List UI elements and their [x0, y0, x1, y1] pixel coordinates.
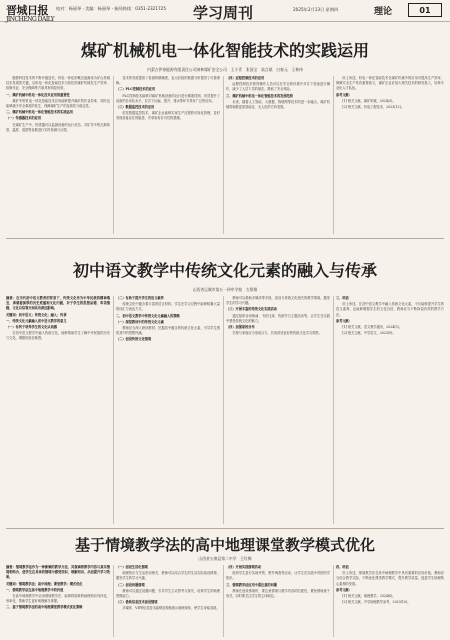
paragraph: 一、情境教学法在高中地理教学中的价值 — [6, 587, 64, 592]
paragraph: [1] 相关文献，地理教学，2024(6)。 — [342, 594, 396, 599]
paragraph: 二、初中语文教学中传统文化元素融入的策略 — [116, 313, 180, 318]
paragraph: 参考文献： — [336, 587, 352, 592]
paragraph: 一、传统文化元素融入初中语文教学的意义 — [6, 318, 67, 323]
paragraph: 未来，随着人工智能、大数据、物联网等技术的进一步融合，煤矿机械将朝着更加智能化、无人化的方向发展。 — [226, 99, 330, 110]
paragraph: 在高中地理教学中运用情境教学法，能够将抽象的地理知识具体化、形象化，帮助学生更好地理解与掌握。 — [6, 594, 110, 604]
paragraph: （三）开展丰富的传统文化实践活动 — [226, 307, 277, 312]
column-divider — [223, 296, 224, 524]
paragraph: 在初中语文教学中融入传统文化，能够帮助学生了解中华民族的历史与文化，增强民族自豪感。 — [6, 331, 110, 341]
paragraph: PLC控制技术能够对煤矿机械设备的运行进行精准控制，有效提升了设备的自动化水平，在井下运输、提升、排水等环节具有广泛的应用。 — [116, 93, 220, 103]
newspaper-logo: 晋城日报 JINCHENG DAILY — [6, 4, 55, 23]
article3-title: 基于情境教学法的高中地理课堂教学模式优化 — [74, 536, 375, 554]
paragraph: 摘要：情境教学法作为一种新颖的教学方法，其强调将教学内容与真实情境相结合，使学生在具体的情境中感受知识、理解知识，从而提升学习效果。 — [6, 565, 110, 580]
article1-byline: 内蒙古伊泰能源有限责任公司纳林煤矿安全公司 王小青 张国宝 高言斌 白春元 王林伟 — [147, 67, 303, 72]
paragraph: 教师在创设情境时，要注意情境与教学内容的匹配性，避免情境流于形式，同时要关注学生的主体地位。 — [226, 588, 330, 599]
paragraph: 技术的发展提高了检测的精确度，也为后续的数据分析提供了可靠保障。 — [116, 76, 220, 86]
paragraph: [1] 相关文献，煤矿机械，2024(3)。 — [342, 98, 396, 103]
category-label: 理论 — [374, 7, 393, 17]
article3-column-3 — [226, 565, 330, 637]
paragraph: 学校与家庭应当形成合力，共同营造良好的传统文化学习氛围。 — [232, 331, 322, 336]
paragraph: （一）创设生活化情境 — [116, 565, 148, 569]
article1-column-1 — [6, 76, 110, 234]
paragraph: （一）有利于培养学生的文化认同感 — [6, 325, 57, 330]
paragraph: （三）数据监控技术的应用 — [116, 105, 155, 110]
article2-column-3 — [226, 296, 330, 524]
paragraph: 多媒体、VR等信息技术能够直观地展示地理现象，使学生身临其境。 — [122, 606, 220, 611]
paragraph: （二）PLC控制技术的应用 — [116, 87, 156, 92]
paragraph: 综上所述，情境教学法在高中地理教学中具有重要的应用价值，教师应当结合教学实际，不断优化课堂教学模式，提升教学质量，促进学生地理核心素养的发展。 — [336, 571, 444, 586]
article2-column-4 — [336, 296, 444, 524]
paragraph: 组织学生进行实地考察、野外调查等活动，让学生在实践中巩固所学知识。 — [226, 571, 330, 581]
paragraph: 依托数据监控技术，煤矿企业能够实现生产过程的可视化管理，及时发现设备存在的隐患，并采取有针对性的措施。 — [116, 111, 220, 121]
paragraph: 三、煤矿机械中机电一体化智能技术的发展趋势 — [226, 93, 293, 98]
paragraph: 一、煤矿机械中机电一体化技术应用的重要性 — [6, 92, 70, 97]
issue-date: 2025年2月13日 星期四 — [293, 7, 339, 12]
paragraph: （二）创设传统文化情境 — [116, 337, 152, 342]
paragraph: 教师可以通过设置问题，引导学生主动思考与探究，培养学生的地理思维能力。 — [116, 588, 220, 599]
paragraph: 煤矿中的机电一体化智能技术应用能够提升煤矿的作业效率，同时也能够减少安全事故的发生，保障煤矿生产的连续性与稳定性。 — [6, 98, 110, 109]
paragraph: 参考文献： — [336, 318, 352, 323]
column-divider — [333, 565, 334, 637]
column-divider — [223, 76, 224, 234]
article2-column-1 — [6, 296, 110, 524]
paragraph: 综上所述，在初中语文教学中融入传统文化元素，不仅能够提升学生的语文素养，也能够增强学生的文化自信，教师应当不断探索有效的教学方法。 — [336, 302, 444, 317]
paragraph: 在煤矿生产中，传感器可以监测设备的运行状态，对矿井中的瓦斯浓度、温度、湿度等参数进行实时检测与反馈。 — [6, 122, 110, 132]
page-number: 01 — [408, 3, 442, 17]
article3-column-2 — [116, 565, 220, 637]
column-divider — [113, 76, 114, 234]
paragraph: 摘要：在当代初中语文教育的背景下，传统文化作为中华民族的精神瑰宝，承载着深厚的历史底蕴和文化内涵，对于学生的思想品德、审美情趣、文化自信等方面具有深远影响。 — [6, 296, 110, 311]
column-divider — [223, 565, 224, 637]
section-title: 学习周刊 — [193, 4, 254, 22]
article1-column-4 — [336, 76, 444, 234]
paragraph: 二、基于情境教学法的高中地理课堂教学模式优化策略 — [6, 605, 83, 610]
paragraph: [2] 相关文献，机电工程技术，2023(12)。 — [342, 105, 405, 110]
paragraph: 远程控制技术使得操作人员可以在安全的环境中对井下设备进行操作，减少了人员下井的频次，降低了安全风险。 — [226, 82, 330, 92]
article2-byline: 山西省运城市第五一四中学校 左翔翔 — [192, 287, 258, 292]
paragraph: （一）深挖教材中的传统文化元素 — [116, 319, 164, 324]
article1-title: 煤矿机械机电一体化智能技术的实践运用 — [80, 41, 369, 60]
paragraph: 传统文化中蕴含着丰富的语言材料，学生在学习过程中能够积累大量的词汇与表达方式。 — [116, 302, 220, 312]
article1-column-3 — [226, 76, 330, 234]
column-divider — [113, 296, 114, 524]
paragraph: 综上所述，机电一体化智能技术在煤矿机械中的应用对提高生产效率、保障安全生产具有重要意义，煤矿企业应加大相关技术的研发投入，培养专业化人才队伍。 — [336, 76, 444, 91]
paragraph: [2] 相关文献，中学地理教学参考，2023(10)。 — [342, 600, 411, 605]
column-divider — [333, 76, 334, 234]
paragraph: 关键词：初中语文；传统文化；融入；传承 — [6, 312, 67, 317]
paragraph: 通过组织诗词朗诵、书法比赛、传统节日主题活动等，让学生在实践中感受传统文化的魅力。 — [226, 313, 330, 323]
article1-column-2 — [116, 76, 220, 234]
paragraph: （三）借助信息技术创设情境 — [116, 600, 158, 605]
paragraph: 三、情境教学法应用中需注意的问题 — [226, 582, 277, 587]
column-divider — [333, 296, 334, 524]
paragraph: （二）创设问题情境 — [116, 582, 145, 587]
paragraph: [2] 相关文献，中学语文，2023(9)。 — [342, 331, 396, 336]
paragraph: （一）传感器技术的应用 — [6, 116, 42, 121]
section-divider — [6, 528, 444, 529]
paragraph: 二、煤矿机械中机电一体化智能技术的实践运用 — [6, 110, 73, 115]
article2-column-2 — [116, 296, 220, 524]
paragraph: 教师可以借助多媒体等手段，创设与传统文化相关的教学情境，激发学生的学习兴趣。 — [226, 296, 330, 306]
paragraph: 参考文献： — [336, 92, 352, 97]
paragraph: （四）加强家校合作 — [226, 325, 255, 330]
article3-column-1 — [6, 565, 110, 637]
column-divider — [113, 565, 114, 637]
article2-title: 初中语文教学中传统文化元素的融入与传承 — [72, 261, 377, 280]
paragraph: 关键词：情境教学法；高中地理；课堂教学；模式优化 — [6, 581, 83, 586]
paragraph: [1] 相关文献，语文教学通讯，2024(5)。 — [342, 325, 402, 330]
paragraph: 三、结语 — [336, 296, 349, 300]
paragraph: （四）开展实践情境活动 — [226, 565, 262, 569]
paragraph: 随着科技技术的不断升级迭代，机电一体化的概念逐渐成为矿山机械技术发展的关键，以机电一体化智能技术为依托的煤矿机械在生产效率、检修作业、安全保障等方面具有明显优势。 — [6, 76, 110, 91]
paragraph: 教师应当深入研读教材，挖掘其中蕴含的传统文化元素，引导学生感悟其中的思想内涵。 — [116, 326, 220, 336]
editor-info: 校对：杨丽琴 · 美编：杨丽琴 · 新闻热线：0351-2321725 — [56, 6, 166, 11]
paragraph: （二）有助于提升学生的语文素养 — [116, 296, 164, 300]
article3-column-4 — [336, 565, 444, 637]
section-divider — [6, 238, 444, 239]
article3-byline: 山西省五寨县第二中学 王红梅 — [198, 556, 252, 561]
paragraph: 四、结语 — [336, 565, 349, 569]
paragraph: （四）远程控制技术的应用 — [226, 76, 265, 80]
paragraph: 地理知识与生活密切相关，教师可以结合学生的生活实际创设情境，激发学生的学习兴趣。 — [116, 571, 220, 581]
masthead — [0, 0, 450, 22]
